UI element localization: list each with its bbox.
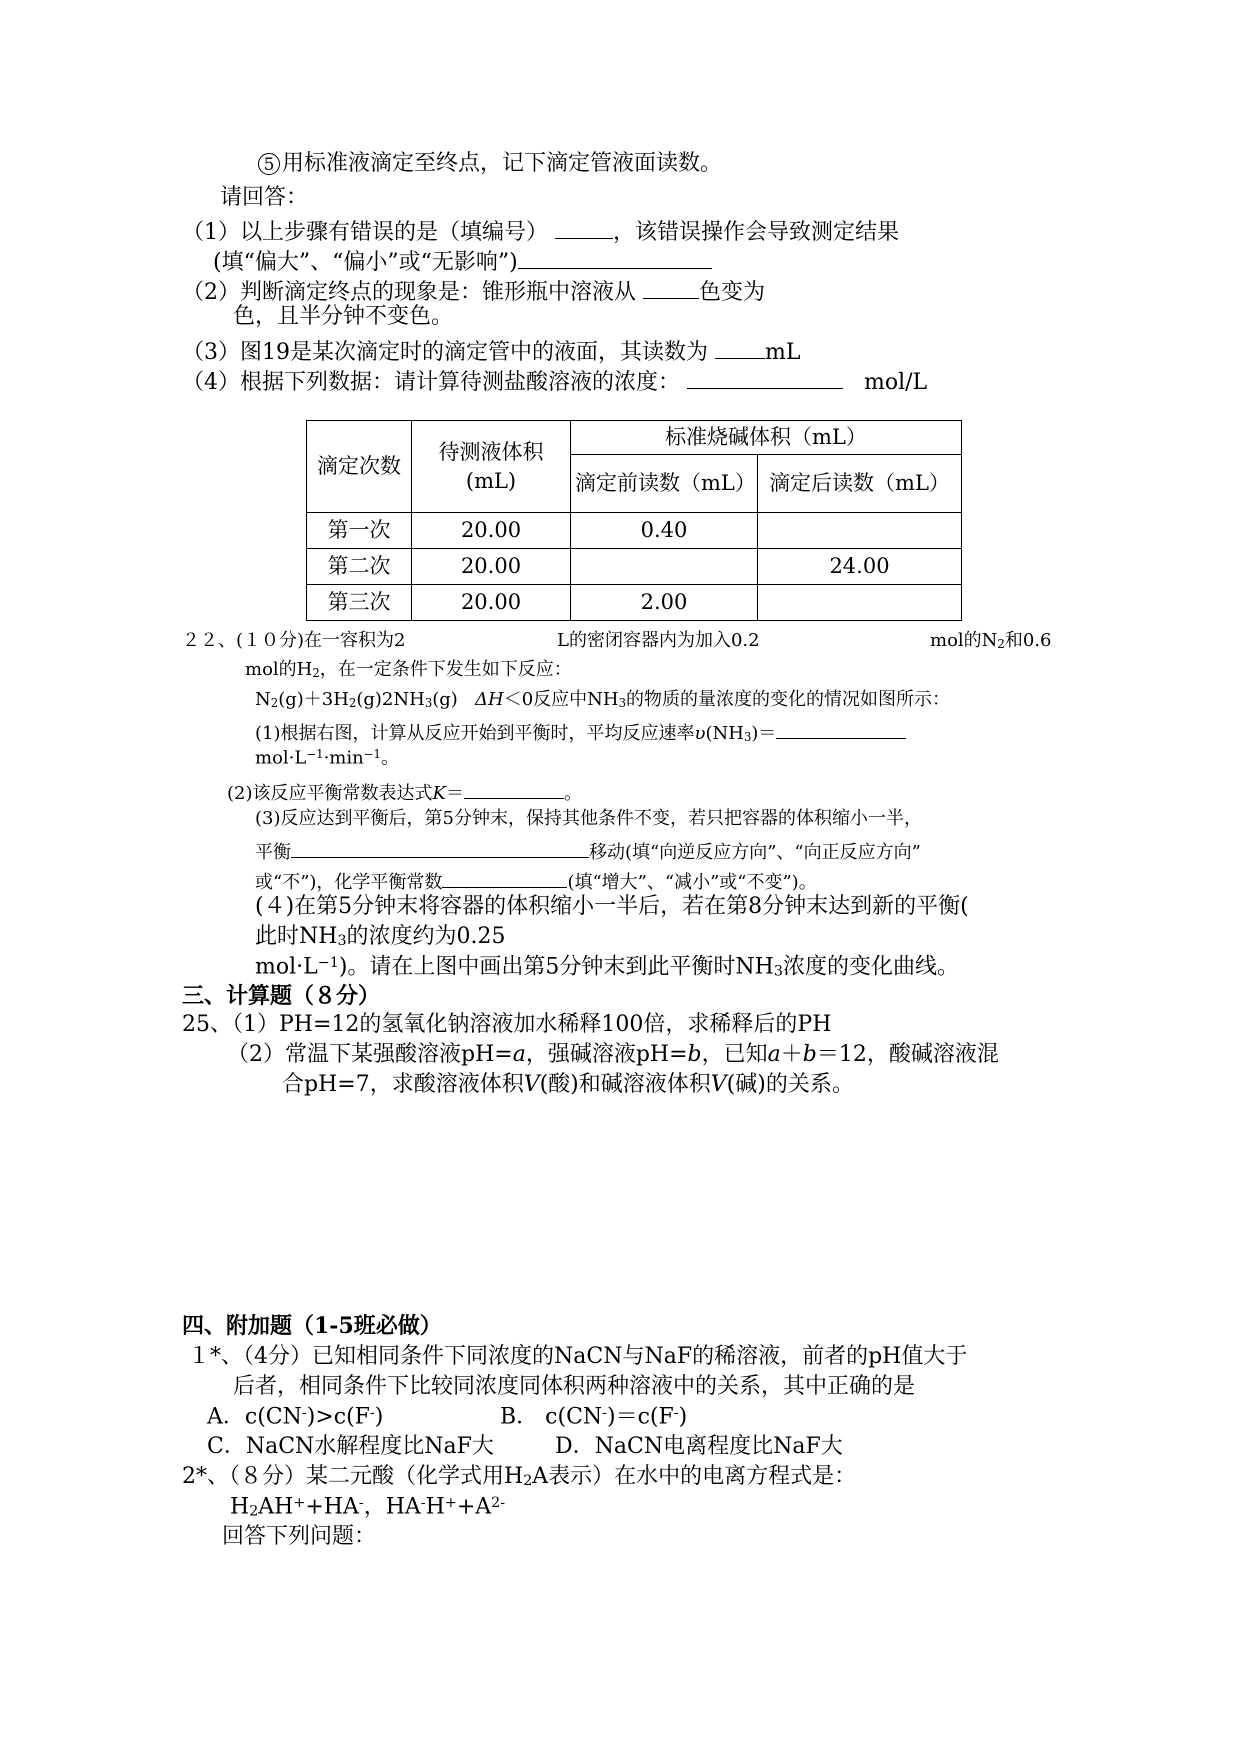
q22-line2: mol的$H_2$，在一定条件下发生如下反应： [245,659,572,680]
option-c[interactable]: C．NaCN水解程度比NaF大 [207,1434,494,1459]
q22-sub4-line3: $mol\cdot L^{-1}$)。请在上图中画出第5分钟末到此平衡时$NH_3$浓度的变化曲线。 [255,954,959,980]
ionization-equation: $H_2AH^++HA^-$，$HA^-H^++A^{2-}$ [230,1494,506,1520]
answer-blank[interactable] [442,869,567,888]
q22-sub2: (2)该反应平衡常数表达式K＝ 。 [227,780,582,803]
addon-q1-line2: 后者，相同条件下比较同浓度同体积两种溶液中的关系，其中正确的是 [233,1374,916,1399]
q22-sub3-line2: 平衡 移动(填“向逆反应方向”、“向正反应方向” [255,839,921,862]
q21-part2-line2: 色，且半分钟不变色。 [233,304,454,329]
option-b[interactable]: B． c(CN-)＝c(F-) [500,1404,688,1430]
answer-blank[interactable] [715,336,765,359]
q22-equation: $N_2(g)+3H_2(g)2NH_3(g)$ ΔH＜0反应中$NH_3$的物质的量浓度的变化的情况如图所示： [255,689,951,710]
answer-blank[interactable] [464,780,564,799]
q22-line1-a: ２２、(１０分)在一容积为2 [182,630,406,651]
q21-part3: （3）图19是某次滴定时的滴定管中的液面，其读数为 mL [182,336,800,364]
please-answer: 请回答： [220,185,309,210]
q25-part2-line2: 合pH=7，求酸溶液体积V(酸)和碱溶液体积V(碱)的关系。 [282,1072,854,1097]
q22-sub3-line1: (3)反应达到平衡后，第5分钟末，保持其他条件不变，若只把容器的体积缩小一半， [255,808,922,829]
step-5: 5 用标准液滴定至终点，记下滴定管液面读数。 [258,153,722,175]
table-row: 第三次 20.00 2.00 [307,585,962,621]
addon-q2-line1: 2*、（８分）某二元酸（化学式用$H_2A$表示）在水中的电离方程式是： [182,1464,857,1490]
q25-part1: 25、（1）PH=12的氢氧化钠溶液加水稀释100倍，求稀释后的PH [182,1012,832,1037]
addon-q1-line1: １*、（4分）已知相同条件下同浓度的NaCN与NaF的稀溶液，前者的pH值大于 [188,1344,968,1369]
answer-following: 回答下列问题： [222,1524,377,1549]
answer-blank[interactable] [776,720,906,739]
q22-sub1-line2: $mol\cdot L^{-1}\cdot\min^{-1}$。 [255,747,399,769]
circled-number: 5 [258,153,280,175]
q21-part1-line1: （1）以上步骤有错误的是（填编号） ，该错误操作会导致测定结果 [182,216,899,244]
table-row: 第二次 20.00 24.00 [307,549,962,585]
answer-blank[interactable] [518,246,712,269]
table-row: 第一次 20.00 0.40 [307,513,962,549]
answer-blank[interactable] [555,216,613,239]
section-3-title: 三、计算题（８分） [182,983,381,1009]
header-standard-naoh: 标准烧碱体积（mL） [571,421,962,455]
titration-table [306,420,962,621]
header-volume: 待测液体积(mL) [412,421,571,513]
q22-sub4-line1: (４)在第5分钟末将容器的体积缩小一半后，若在第8分钟末达到新的平衡( [255,894,969,919]
answer-blank[interactable] [291,839,589,858]
answer-blank[interactable] [643,276,699,299]
q22-line1-b: L的密闭容器内为加入0.2 [557,630,760,651]
option-a[interactable]: A．c(CN-)>c(F-) [207,1404,384,1430]
option-d[interactable]: D．NaCN电离程度比NaF大 [555,1434,843,1459]
header-before: 滴定前读数（mL） [571,455,758,513]
answer-blank[interactable] [687,366,843,389]
q22-sub3-line3: 或“不”)，化学平衡常数 (填“增大”、“减小”或“不变”)。 [255,869,817,892]
q25-part2-line1: （2）常温下某强酸溶液pH=a，强碱溶液pH=b，已知a＋b＝12，酸碱溶液混 [227,1042,999,1067]
section-4-title: 四、附加题（1-5班必做） [182,1313,442,1339]
q22-sub1-line1: (1)根据右图，计算从反应开始到平衡时，平均反应速率$\upsilon(NH_3)=$ [255,720,906,743]
q22-line1-c: mol的$N_2$和0.6 [930,630,1052,651]
q22-sub4-line2: 此时$NH_3$的浓度约为0.25 [255,924,506,950]
q21-part4: （4）根据下列数据：请计算待测盐酸溶液的浓度： mol/L [182,366,927,394]
q21-part2-line1: （2）判断滴定终点的现象是：锥形瓶中溶液从 色变为 [182,276,765,304]
q21-part1-line2: (填“偏大”、“偏小”或“无影响”) [213,246,712,274]
header-after: 滴定后读数（mL） [758,455,962,513]
header-times: 滴定次数 [307,421,412,513]
